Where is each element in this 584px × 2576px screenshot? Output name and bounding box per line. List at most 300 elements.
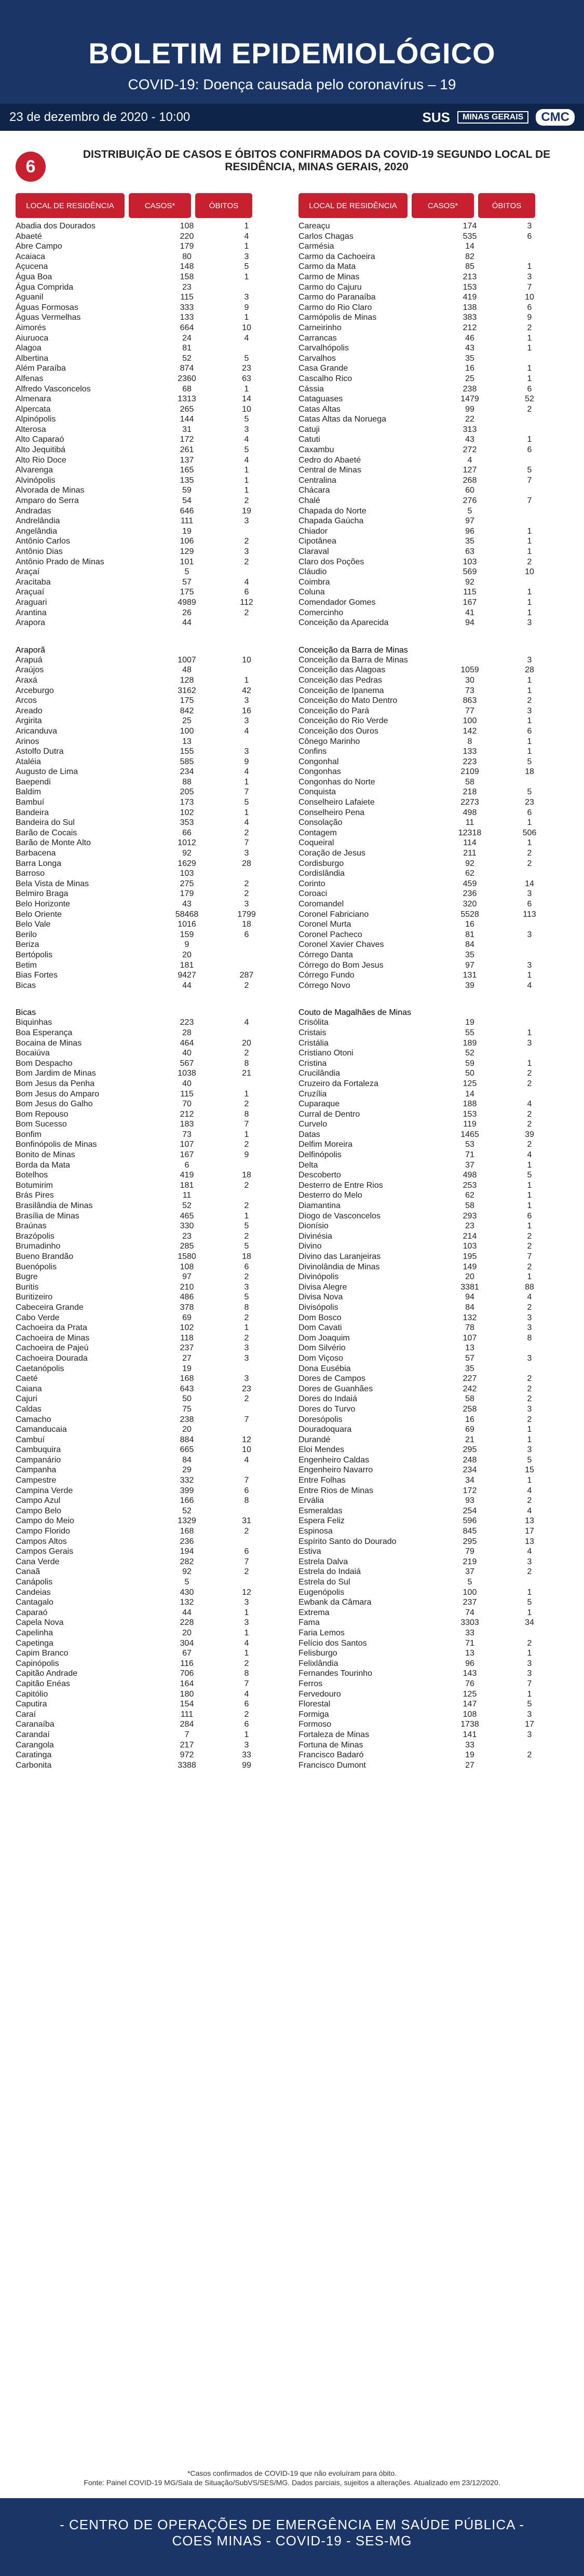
- casos-value: 430: [180, 1588, 194, 1597]
- report-date: 23 de dezembro de 2020 - 10:00: [9, 110, 191, 124]
- table-row: [298, 577, 568, 588]
- casos-value: 50: [182, 1394, 192, 1404]
- casos-value: 159: [180, 930, 194, 939]
- table-row: [16, 1231, 286, 1242]
- casos-value: 158: [180, 272, 194, 281]
- table-row: [16, 655, 286, 666]
- obitos-value: 2: [244, 1313, 249, 1322]
- obitos-value: 7: [527, 1679, 532, 1688]
- table-row: [16, 1719, 286, 1730]
- obitos-value: 9: [244, 1150, 249, 1160]
- municipio-name: Dom Cavati: [298, 1323, 342, 1333]
- obitos-value: [218, 869, 275, 879]
- municipio-name: Faria Lemos: [298, 1628, 345, 1637]
- footnote-source: Fonte: Painel COVID-19 MG/Sala de Situação/SubVS/SES/MG. Dados parciais, sujeitos a alterações. Atualizado em 23/12/2020.: [84, 2478, 500, 2487]
- obitos-value: 10: [242, 404, 251, 414]
- municipio-name: Chalé: [298, 496, 320, 506]
- casos-value: 2273: [460, 798, 479, 807]
- obitos-value: 3: [527, 1445, 532, 1455]
- table-row: [16, 374, 286, 384]
- municipio-name: Carmo de Minas: [298, 272, 360, 281]
- casos-value: 40: [182, 1079, 192, 1088]
- municipio-name: Cabeceira Grande: [16, 1303, 84, 1312]
- casos-value: 84: [465, 940, 474, 950]
- casos-value: 16: [465, 920, 474, 929]
- casos-value: 2360: [178, 374, 196, 383]
- casos-value: 1479: [460, 395, 479, 404]
- table-row: [298, 404, 568, 415]
- obitos-value: 2: [527, 696, 532, 706]
- table-row: [16, 333, 286, 344]
- obitos-value: 4: [527, 1486, 532, 1495]
- table-row: [16, 747, 286, 757]
- table-row: [16, 1588, 286, 1598]
- casos-value: 706: [180, 1669, 194, 1678]
- table-row: [16, 1496, 286, 1506]
- municipio-name: Bonfinópolis de Minas: [16, 1140, 97, 1149]
- municipio-name: Carmópolis de Minas: [298, 313, 377, 322]
- casos-value: 73: [182, 1130, 192, 1139]
- casos-value: 63: [465, 547, 474, 556]
- table-row: [298, 818, 568, 828]
- obitos-value: [218, 1404, 275, 1415]
- municipio-name: Aimorés: [16, 323, 46, 332]
- casos-value: 167: [180, 1150, 194, 1160]
- municipio-name: Conceição do Rio Verde: [298, 716, 388, 726]
- obitos-value: 1: [527, 747, 532, 756]
- table-row: [16, 1323, 286, 1333]
- table-row: [298, 465, 568, 476]
- municipio-name: Angelândia: [16, 526, 58, 536]
- footer-line-1: - CENTRO DE OPERAÇÕES DE EMERGÊNCIA EM SAÚDE PÚBLICA -: [60, 2517, 524, 2532]
- obitos-value: 1: [527, 1689, 532, 1699]
- obitos-value: [501, 1343, 558, 1353]
- municipio-name: Divino: [298, 1242, 322, 1251]
- municipio-name: Cantagalo: [16, 1598, 53, 1607]
- table-row: [16, 1740, 286, 1751]
- municipio-name: Alpercata: [16, 404, 51, 414]
- obitos-value: 2: [244, 828, 249, 837]
- table-row: [16, 787, 286, 797]
- casos-value: 143: [463, 1669, 477, 1678]
- obitos-value: 3: [244, 293, 249, 302]
- table-row: [298, 232, 568, 242]
- table-row: [16, 1252, 286, 1262]
- obitos-value: 3: [244, 849, 249, 858]
- casos-value: 569: [463, 567, 477, 577]
- obitos-value: 6: [527, 303, 532, 312]
- casos-value: 153: [463, 282, 477, 292]
- obitos-value: 1: [244, 777, 249, 787]
- obitos-value: 1: [527, 333, 532, 343]
- obitos-value: 1: [244, 1323, 249, 1333]
- municipio-name: Barra Longa: [16, 859, 62, 868]
- table-row: [16, 394, 286, 404]
- table-row: [16, 1181, 286, 1191]
- obitos-value: [501, 425, 558, 435]
- table-row: [298, 1475, 568, 1486]
- casos-value: 236: [463, 889, 477, 899]
- obitos-value: 2: [527, 1140, 532, 1149]
- obitos-value: 3: [527, 1730, 532, 1739]
- obitos-value: 1: [527, 1222, 532, 1231]
- municipio-name: Cachoeira da Prata: [16, 1323, 87, 1333]
- municipio-name: Campina Verde: [16, 1486, 73, 1495]
- casos-value: 133: [463, 747, 477, 756]
- table-row: [298, 1119, 568, 1130]
- obitos-value: 1: [527, 818, 532, 828]
- obitos-value: [501, 354, 558, 364]
- table-row: [298, 506, 568, 517]
- obitos-value: 2: [244, 1231, 249, 1241]
- obitos-value: 4: [244, 333, 249, 343]
- municipio-name: Albertina: [16, 354, 49, 363]
- table-row: [298, 1231, 568, 1242]
- obitos-value: 13: [525, 1537, 534, 1546]
- casos-value: 84: [182, 1455, 192, 1465]
- casos-value: 103: [463, 557, 477, 566]
- table-row: [298, 1526, 568, 1537]
- obitos-value: 2: [527, 1069, 532, 1078]
- table-row: [16, 1659, 286, 1669]
- section-row: [16, 628, 286, 655]
- casos-value: 55: [465, 1028, 474, 1037]
- obitos-value: 2: [244, 1181, 249, 1190]
- obitos-value: 2: [527, 849, 532, 858]
- casos-value: 213: [463, 272, 477, 281]
- casos-value: 40: [182, 1049, 192, 1058]
- casos-value: 248: [463, 1455, 477, 1465]
- table-row: [16, 1353, 286, 1364]
- obitos-value: 1: [527, 1028, 532, 1037]
- table-row: [16, 1710, 286, 1720]
- municipio-name: Capitão Andrade: [16, 1669, 78, 1678]
- table-row: [298, 1608, 568, 1618]
- obitos-value: 15: [525, 1466, 534, 1475]
- obitos-value: 4: [244, 767, 249, 777]
- obitos-value: 4: [244, 726, 249, 736]
- municipio-name: Açucena: [16, 262, 48, 272]
- section-row: [298, 991, 568, 1018]
- municipio-name: Coronel Xavier Chaves: [298, 940, 384, 950]
- municipio-name: Doresópolis: [298, 1415, 343, 1424]
- table-row: [298, 1333, 568, 1344]
- obitos-value: 3: [527, 960, 532, 970]
- municipio-name: Águas Vermelhas: [16, 313, 81, 322]
- table-row: [16, 1272, 286, 1282]
- table-row: [298, 1415, 568, 1425]
- casos-value: 383: [463, 313, 477, 322]
- casos-value: [439, 655, 501, 666]
- table-row: [298, 1374, 568, 1384]
- header-local: LOCAL DE RESIDÊNCIA: [298, 193, 408, 218]
- municipio-name: Florestal: [298, 1700, 331, 1709]
- table-row: [298, 608, 568, 618]
- municipio-name: Formoso: [298, 1720, 332, 1729]
- casos-value: 3303: [460, 1618, 479, 1628]
- table-row: [16, 1638, 286, 1649]
- obitos-value: 2: [244, 496, 249, 506]
- table-row: [16, 1628, 286, 1638]
- table-row: [16, 557, 286, 567]
- municipio-name: Coronel Pacheco: [298, 930, 362, 939]
- obitos-value: 1: [527, 1059, 532, 1068]
- casos-value: 19: [182, 1364, 192, 1373]
- municipio-name: Bandeira: [16, 808, 49, 817]
- obitos-value: 2: [244, 1527, 249, 1536]
- municipio-name: Descoberto: [298, 1171, 341, 1180]
- obitos-value: 2: [244, 1100, 249, 1109]
- table-row: [16, 1048, 286, 1059]
- municipio-name: Águas Formosas: [16, 303, 78, 312]
- casos-value: 92: [182, 1567, 192, 1577]
- municipio-name: Bonfim: [16, 1130, 42, 1139]
- obitos-value: 2: [244, 1659, 249, 1668]
- municipio-name: Caranaíba: [16, 1720, 55, 1729]
- obitos-value: 2: [244, 981, 249, 990]
- table-row: [16, 384, 286, 395]
- casos-value: 81: [465, 930, 474, 939]
- municipio-name: Bom Jesus da Penha: [16, 1079, 95, 1088]
- table-row: [16, 757, 286, 767]
- municipio-name: Divinópolis: [298, 1272, 339, 1282]
- obitos-value: 5: [527, 1171, 532, 1180]
- municipio-name: Ataléia: [16, 757, 41, 766]
- municipio-name: Arapora: [16, 618, 45, 628]
- casos-value: 165: [180, 466, 194, 475]
- municipio-name: Dom Bosco: [298, 1313, 342, 1322]
- casos-value: 189: [463, 1038, 477, 1048]
- table-row: [16, 838, 286, 848]
- obitos-value: [501, 1760, 558, 1771]
- municipio-name: Entre Rios de Minas: [298, 1486, 374, 1495]
- obitos-value: 4: [244, 232, 249, 241]
- table-row: [16, 1486, 286, 1496]
- municipio-name: Cássia: [298, 384, 324, 394]
- obitos-value: 2: [244, 1333, 249, 1343]
- table-row: [16, 848, 286, 859]
- table-row: [298, 435, 568, 445]
- municipio-name: Dores do Indaiá: [298, 1394, 357, 1404]
- casos-value: 3388: [178, 1760, 196, 1770]
- casos-value: 3381: [460, 1282, 479, 1292]
- obitos-value: 1799: [237, 910, 256, 919]
- casos-value: 4989: [178, 598, 196, 607]
- section-row: [16, 991, 286, 1018]
- table-row: [16, 1241, 286, 1252]
- municipio-name: Espinosa: [298, 1527, 333, 1536]
- table-row: [298, 655, 568, 666]
- municipio-name: Araçaí: [16, 567, 40, 577]
- table-row: [298, 343, 568, 354]
- table-row: [16, 1699, 286, 1710]
- municipio-name: Alto Caparaó: [16, 435, 64, 444]
- table-row: [298, 1689, 568, 1700]
- table-number-badge: 6: [16, 152, 46, 182]
- table-row: [16, 706, 286, 716]
- municipio-name: Central de Minas: [298, 466, 361, 475]
- table-row: [16, 292, 286, 303]
- municipio-name: Argirita: [16, 716, 42, 726]
- casos-value: 31: [182, 425, 192, 434]
- obitos-value: 5: [244, 262, 249, 272]
- casos-value: 272: [463, 445, 477, 455]
- municipio-name: Casa Grande: [298, 364, 348, 373]
- obitos-value: 4: [244, 577, 249, 587]
- casos-value: 69: [182, 1313, 192, 1322]
- obitos-value: [501, 1089, 558, 1100]
- table-row: [16, 1415, 286, 1425]
- casos-value: 39: [465, 981, 474, 990]
- municipio-name: Datas: [298, 1130, 320, 1139]
- obitos-value: 34: [525, 1618, 534, 1628]
- municipio-name: Conceição de Ipanema: [298, 686, 384, 695]
- casos-value: 135: [180, 476, 194, 485]
- table-row: [298, 1262, 568, 1272]
- obitos-value: 2: [244, 1394, 249, 1404]
- casos-value: 863: [463, 696, 477, 706]
- table-header: [16, 193, 286, 218]
- table-row: [16, 1394, 286, 1404]
- table-row: [16, 879, 286, 889]
- municipio-name: Caeté: [16, 1374, 38, 1384]
- casos-value: 23: [182, 1231, 192, 1241]
- table-row: [298, 1384, 568, 1394]
- header-obitos: ÓBITOS: [478, 193, 535, 218]
- obitos-value: 1: [527, 1435, 532, 1444]
- right-column: [298, 193, 568, 1770]
- municipio-name: Córrego Fundo: [298, 971, 355, 980]
- table-row: [16, 1364, 286, 1374]
- casos-value: 643: [180, 1384, 194, 1393]
- municipio-name: Biquinhas: [16, 1018, 52, 1027]
- municipio-name: Betim: [16, 960, 37, 970]
- obitos-value: [218, 950, 275, 960]
- table-row: [298, 828, 568, 838]
- table-row: [298, 1730, 568, 1740]
- table-row: [16, 716, 286, 726]
- municipio-name: Alterosa: [16, 425, 46, 434]
- municipio-name: Claro dos Poções: [298, 557, 364, 566]
- table-row: [16, 1150, 286, 1160]
- municipio-name: Campanário: [16, 1455, 61, 1465]
- municipio-name: Conquista: [298, 788, 336, 797]
- obitos-value: 8: [244, 1496, 249, 1506]
- casos-value: 212: [180, 1109, 194, 1119]
- table-row: [16, 343, 286, 354]
- obitos-value: 1: [527, 971, 532, 980]
- casos-value: 19: [182, 526, 192, 536]
- casos-value: 874: [180, 364, 194, 373]
- table-row: [298, 706, 568, 716]
- obitos-value: 6: [244, 1262, 249, 1271]
- municipio-name: Campos Gerais: [16, 1547, 74, 1556]
- casos-value: 116: [180, 1659, 194, 1668]
- casos-value: 210: [180, 1282, 194, 1292]
- casos-value: 194: [180, 1547, 194, 1556]
- obitos-value: 4: [244, 818, 249, 828]
- obitos-value: [501, 241, 558, 252]
- obitos-value: 5: [244, 798, 249, 807]
- obitos-value: 12: [242, 1435, 251, 1444]
- casos-value: 111: [180, 1710, 194, 1719]
- table-row: [298, 1496, 568, 1506]
- casos-value: 459: [463, 879, 477, 888]
- municipio-name: Felixlândia: [298, 1659, 338, 1668]
- obitos-value: 2: [244, 1567, 249, 1577]
- municipio-name: Fernandes Tourinho: [298, 1669, 373, 1678]
- casos-value: 127: [463, 466, 477, 475]
- casos-value: 465: [180, 1211, 194, 1221]
- municipio-name: Comendador Gomes: [298, 598, 376, 607]
- obitos-value: 6: [244, 588, 249, 597]
- municipio-name: Cambuquira: [16, 1445, 61, 1455]
- municipio-name: Crisólita: [298, 1018, 329, 1027]
- obitos-value: 2: [527, 1231, 532, 1241]
- header-local: LOCAL DE RESIDÊNCIA: [16, 193, 125, 218]
- table-row: [16, 425, 286, 435]
- casos-value: 4: [467, 455, 472, 465]
- casos-value: 168: [180, 1527, 194, 1536]
- table-row: [16, 859, 286, 869]
- municipio-name: Ervália: [298, 1496, 324, 1506]
- table-row: [298, 394, 568, 404]
- casos-value: 114: [463, 838, 477, 848]
- obitos-value: [501, 1628, 558, 1638]
- municipio-name: Claraval: [298, 547, 329, 556]
- obitos-value: 4: [244, 1455, 249, 1465]
- table-row: [16, 232, 286, 242]
- obitos-value: 1: [527, 1649, 532, 1658]
- municipio-name: Baependi: [16, 777, 51, 787]
- table-row: [298, 1618, 568, 1628]
- obitos-value: [218, 618, 275, 628]
- casos-value: 585: [180, 757, 194, 766]
- municipio-name: Berilo: [16, 930, 37, 939]
- obitos-value: 1: [527, 608, 532, 617]
- municipio-name: Bom Sucesso: [16, 1120, 67, 1129]
- obitos-value: [218, 1364, 275, 1374]
- footnote: [0, 2468, 584, 2488]
- table-row: [16, 1068, 286, 1079]
- casos-value: 46: [465, 333, 474, 343]
- casos-value: 144: [180, 415, 194, 424]
- table-row: [16, 1292, 286, 1303]
- municipio-name: Campanha: [16, 1466, 57, 1475]
- obitos-value: [218, 737, 275, 747]
- municipio-name: Antônio Carlos: [16, 537, 70, 546]
- municipio-name: Francisco Badaró: [298, 1751, 364, 1760]
- casos-value: 1016: [178, 920, 196, 929]
- municipio-name: Dionísio: [298, 1222, 329, 1231]
- table-row: [16, 262, 286, 272]
- municipio-name: Ferros: [298, 1679, 323, 1688]
- obitos-value: 7: [244, 1557, 249, 1566]
- obitos-value: 17: [525, 1720, 534, 1729]
- casos-value: 284: [180, 1720, 194, 1729]
- obitos-value: 2: [527, 1496, 532, 1506]
- obitos-value: 2: [244, 1272, 249, 1282]
- casos-value: 238: [180, 1415, 194, 1424]
- table-row: [16, 970, 286, 981]
- table-row: [298, 1445, 568, 1455]
- table-row: [16, 1018, 286, 1028]
- table-row: [16, 981, 286, 991]
- municipio-name: Carmo do Cajuru: [298, 282, 362, 292]
- obitos-value: 88: [525, 1282, 534, 1292]
- municipio-name: Antônio Dias: [16, 547, 63, 556]
- table-row: [298, 485, 568, 496]
